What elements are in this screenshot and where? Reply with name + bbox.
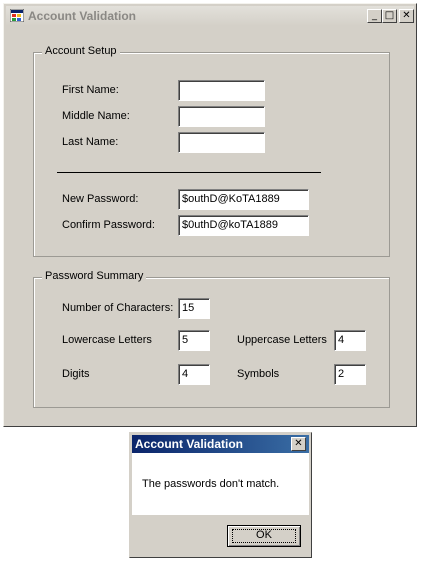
digits-label: Digits <box>62 368 90 380</box>
uppercase-field[interactable]: 4 <box>334 330 366 351</box>
num-chars-label: Number of Characters: <box>62 302 174 314</box>
minimize-button[interactable] <box>367 9 382 23</box>
account-setup-legend: Account Setup <box>42 45 120 57</box>
num-chars-field[interactable]: 15 <box>178 298 210 319</box>
dialog-title-bar[interactable] <box>132 435 309 453</box>
dialog-title: Account Validation <box>135 437 244 451</box>
first-name-label: First Name: <box>62 84 119 96</box>
ok-button[interactable] <box>227 525 301 547</box>
last-name-field[interactable] <box>178 132 265 153</box>
confirm-password-field[interactable]: $0uthD@koTA1889 <box>178 215 309 236</box>
last-name-label: Last Name: <box>62 136 119 148</box>
middle-name-field[interactable] <box>178 106 265 127</box>
dialog-message: The passwords don't match. <box>142 478 280 490</box>
first-name-field[interactable] <box>178 80 265 101</box>
title-bar[interactable] <box>6 6 414 26</box>
digits-field[interactable]: 4 <box>178 364 210 385</box>
account-setup-group <box>33 45 390 257</box>
window-title: Account Validation <box>28 9 137 23</box>
separator-line <box>57 172 321 173</box>
password-summary-legend: Password Summary <box>42 270 146 282</box>
close-button[interactable] <box>399 9 414 23</box>
symbols-field[interactable]: 2 <box>334 364 366 385</box>
close-icon: ✕ <box>294 438 303 449</box>
ok-label: OK <box>256 529 272 541</box>
app-icon <box>10 9 24 22</box>
close-icon: ✕ <box>402 10 411 21</box>
confirm-password-label: Confirm Password: <box>62 219 155 231</box>
main-window <box>3 3 417 427</box>
maximize-icon: □ <box>384 10 395 21</box>
middle-name-label: Middle Name: <box>62 110 130 122</box>
symbols-label: Symbols <box>237 368 280 380</box>
new-password-field[interactable]: $outhD@KoTA1889 <box>178 189 309 210</box>
password-summary-group <box>33 270 390 408</box>
focus-rect <box>232 529 296 543</box>
dialog-close-button[interactable] <box>291 437 306 451</box>
lowercase-field[interactable]: 5 <box>178 330 210 351</box>
uppercase-label: Uppercase Letters <box>237 334 327 346</box>
message-dialog <box>129 432 312 558</box>
minimize-icon: _ <box>372 10 377 21</box>
dialog-body <box>132 453 309 515</box>
lowercase-label: Lowercase Letters <box>62 334 152 346</box>
new-password-label: New Password: <box>62 193 139 205</box>
maximize-button[interactable] <box>382 9 397 23</box>
